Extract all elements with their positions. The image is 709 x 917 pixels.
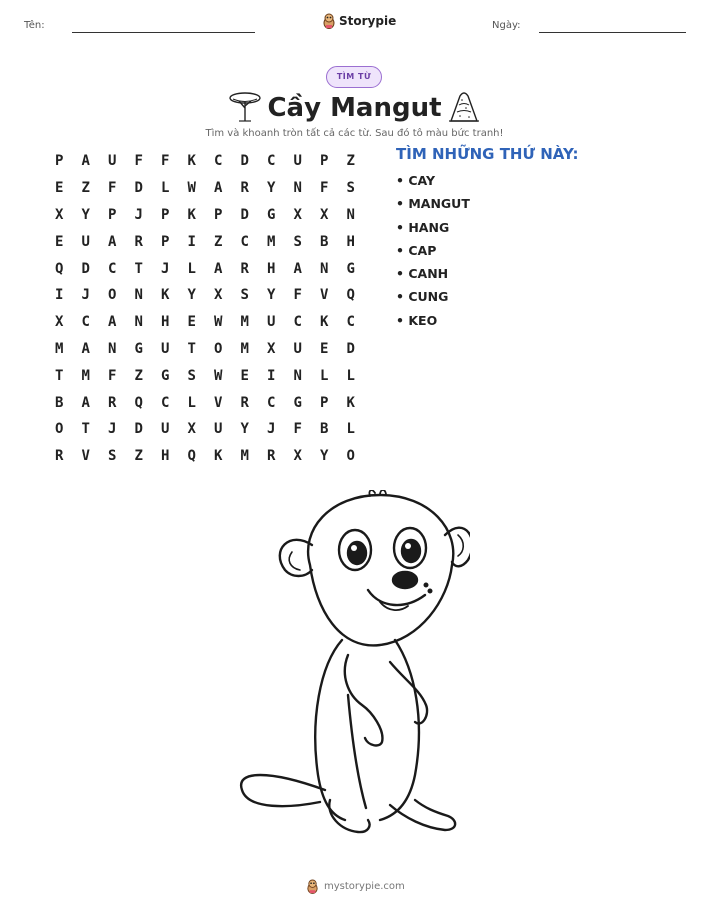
grid-letter[interactable]: M <box>240 314 249 331</box>
grid-letter[interactable]: C <box>108 260 117 277</box>
grid-letter[interactable]: N <box>134 314 143 331</box>
grid-letter[interactable]: M <box>81 367 90 384</box>
grid-letter[interactable]: G <box>346 260 355 277</box>
termite-mound-icon <box>448 90 480 124</box>
grid-letter[interactable]: J <box>161 260 170 277</box>
grid-letter[interactable]: S <box>187 367 196 384</box>
grid-letter[interactable]: M <box>240 448 249 465</box>
grid-letter[interactable]: C <box>346 314 355 331</box>
grid-letter[interactable]: A <box>81 340 90 357</box>
grid-letter[interactable]: B <box>320 233 329 250</box>
grid-letter[interactable]: O <box>55 421 64 438</box>
grid-letter[interactable]: R <box>134 233 143 250</box>
grid-letter[interactable]: D <box>134 180 143 197</box>
date-label: Ngày: <box>492 20 521 31</box>
grid-letter[interactable]: D <box>240 153 249 170</box>
grid-letter[interactable]: F <box>293 421 302 438</box>
grid-letter[interactable]: K <box>161 287 170 304</box>
grid-letter[interactable]: K <box>346 394 355 411</box>
grid-letter[interactable]: L <box>346 367 355 384</box>
word-list-title: TÌM NHỮNG THỨ NÀY: <box>396 145 579 163</box>
grid-letter[interactable]: V <box>81 448 90 465</box>
grid-letter[interactable]: O <box>108 287 117 304</box>
word-item: • CAP <box>396 240 470 263</box>
grid-letter[interactable]: Y <box>320 448 329 465</box>
grid-letter[interactable]: U <box>161 340 170 357</box>
grid-letter[interactable]: G <box>161 367 170 384</box>
grid-letter[interactable]: P <box>161 233 170 250</box>
instructions: Tìm và khoanh tròn tất cả các từ. Sau đó tô màu bức tranh! <box>205 128 504 139</box>
meerkat-logo-icon <box>322 13 336 29</box>
grid-letter[interactable]: N <box>346 206 355 223</box>
grid-letter[interactable]: N <box>293 367 302 384</box>
grid-letter[interactable]: K <box>187 153 196 170</box>
page-title: Cầy Mangut <box>267 93 442 123</box>
grid-letter[interactable]: M <box>267 233 276 250</box>
grid-letter[interactable]: Q <box>346 287 355 304</box>
grid-letter[interactable]: Z <box>214 233 223 250</box>
grid-letter[interactable]: U <box>108 153 117 170</box>
grid-letter[interactable]: T <box>134 260 143 277</box>
grid-letter[interactable]: P <box>214 206 223 223</box>
grid-letter[interactable]: I <box>267 367 276 384</box>
grid-letter[interactable]: J <box>108 421 117 438</box>
grid-letter[interactable]: O <box>346 448 355 465</box>
grid-row <box>46 309 364 336</box>
title-row <box>0 90 709 130</box>
word-item: • HANG <box>396 217 470 240</box>
word-item: • CAY <box>396 170 470 193</box>
grid-letter[interactable]: W <box>187 180 196 197</box>
grid-row <box>46 148 364 175</box>
grid-letter[interactable]: Y <box>267 287 276 304</box>
grid-letter[interactable]: Q <box>55 260 64 277</box>
grid-letter[interactable]: N <box>293 180 302 197</box>
word-list <box>396 170 470 333</box>
grid-letter[interactable]: E <box>320 340 329 357</box>
grid-letter[interactable]: N <box>134 287 143 304</box>
name-line <box>72 32 255 33</box>
grid-letter[interactable]: C <box>161 394 170 411</box>
grid-letter[interactable]: R <box>240 394 249 411</box>
grid-letter[interactable]: A <box>293 260 302 277</box>
grid-letter[interactable]: M <box>55 340 64 357</box>
grid-letter[interactable]: K <box>320 314 329 331</box>
grid-letter[interactable]: Y <box>81 206 90 223</box>
grid-letter[interactable]: R <box>108 394 117 411</box>
grid-letter[interactable]: Q <box>187 448 196 465</box>
grid-letter[interactable]: O <box>214 340 223 357</box>
grid-row <box>46 362 364 389</box>
grid-letter[interactable]: P <box>320 153 329 170</box>
grid-letter[interactable]: K <box>187 206 196 223</box>
grid-letter[interactable]: D <box>346 340 355 357</box>
grid-letter[interactable]: L <box>187 260 196 277</box>
grid-letter[interactable]: J <box>134 206 143 223</box>
grid-letter[interactable]: Q <box>134 394 143 411</box>
grid-letter[interactable]: Y <box>187 287 196 304</box>
grid-letter[interactable]: Z <box>346 153 355 170</box>
grid-row <box>46 175 364 202</box>
grid-letter[interactable]: T <box>55 367 64 384</box>
grid-letter[interactable]: Y <box>240 421 249 438</box>
grid-letter[interactable]: A <box>81 153 90 170</box>
grid-letter[interactable]: U <box>293 340 302 357</box>
grid-letter[interactable]: L <box>320 367 329 384</box>
grid-letter[interactable]: A <box>214 180 223 197</box>
grid-letter[interactable]: S <box>240 287 249 304</box>
grid-letter[interactable]: P <box>55 153 64 170</box>
word-item: • CUNG <box>396 286 470 309</box>
grid-letter[interactable]: G <box>267 206 276 223</box>
grid-letter[interactable]: H <box>161 448 170 465</box>
grid-letter[interactable]: Z <box>134 448 143 465</box>
grid-letter[interactable]: C <box>81 314 90 331</box>
grid-letter[interactable]: L <box>187 394 196 411</box>
grid-letter[interactable]: D <box>134 421 143 438</box>
grid-letter[interactable]: X <box>320 206 329 223</box>
grid-letter[interactable]: C <box>214 153 223 170</box>
grid-letter[interactable]: U <box>81 233 90 250</box>
grid-letter[interactable]: L <box>161 180 170 197</box>
grid-letter[interactable]: F <box>161 153 170 170</box>
grid-letter[interactable]: W <box>214 314 223 331</box>
grid-letter[interactable]: S <box>346 180 355 197</box>
grid-letter[interactable]: V <box>320 287 329 304</box>
grid-letter[interactable]: C <box>267 394 276 411</box>
name-label: Tên: <box>24 20 45 31</box>
grid-letter[interactable]: R <box>240 180 249 197</box>
grid-row <box>46 443 364 470</box>
grid-letter[interactable]: V <box>214 394 223 411</box>
grid-letter[interactable]: D <box>240 206 249 223</box>
grid-letter[interactable]: D <box>81 260 90 277</box>
grid-letter[interactable]: A <box>81 394 90 411</box>
grid-letter[interactable]: F <box>134 153 143 170</box>
grid-letter[interactable]: T <box>187 340 196 357</box>
grid-letter[interactable]: A <box>214 260 223 277</box>
grid-letter[interactable]: U <box>161 421 170 438</box>
grid-letter[interactable]: Y <box>267 180 276 197</box>
grid-letter[interactable]: B <box>55 394 64 411</box>
grid-letter[interactable]: Z <box>81 180 90 197</box>
grid-letter[interactable]: P <box>320 394 329 411</box>
word-item: • KEO <box>396 310 470 333</box>
grid-letter[interactable]: X <box>267 340 276 357</box>
grid-letter[interactable]: P <box>108 206 117 223</box>
grid-letter[interactable]: S <box>293 233 302 250</box>
grid-letter[interactable]: N <box>108 340 117 357</box>
word-item: • MANGUT <box>396 193 470 216</box>
meerkat-coloring-illustration <box>230 490 470 850</box>
grid-letter[interactable]: X <box>293 206 302 223</box>
grid-letter[interactable]: E <box>240 367 249 384</box>
meerkat-logo-icon <box>306 879 319 894</box>
grid-letter[interactable]: M <box>240 340 249 357</box>
grid-letter[interactable]: T <box>81 421 90 438</box>
grid-letter[interactable]: J <box>267 421 276 438</box>
grid-letter[interactable]: C <box>293 314 302 331</box>
footer-url[interactable]: mystorypie.com <box>324 881 405 892</box>
grid-letter[interactable]: H <box>346 233 355 250</box>
grid-letter[interactable]: F <box>320 180 329 197</box>
grid-letter[interactable]: I <box>187 233 196 250</box>
grid-letter[interactable]: U <box>267 314 276 331</box>
grid-letter[interactable]: L <box>346 421 355 438</box>
grid-letter[interactable]: H <box>267 260 276 277</box>
activity-badge: TÌM TỪ <box>326 66 382 88</box>
grid-letter[interactable]: R <box>240 260 249 277</box>
grid-letter[interactable]: F <box>108 180 117 197</box>
grid-row <box>46 336 364 363</box>
word-search-grid[interactable] <box>46 148 364 470</box>
grid-letter[interactable]: E <box>187 314 196 331</box>
grid-letter[interactable]: A <box>108 314 117 331</box>
grid-letter[interactable]: E <box>55 233 64 250</box>
grid-letter[interactable]: N <box>320 260 329 277</box>
date-line <box>539 32 686 33</box>
grid-letter[interactable]: H <box>161 314 170 331</box>
grid-letter[interactable]: X <box>293 448 302 465</box>
grid-letter[interactable]: G <box>134 340 143 357</box>
grid-letter[interactable]: I <box>55 287 64 304</box>
grid-letter[interactable]: B <box>320 421 329 438</box>
grid-letter[interactable]: X <box>55 206 64 223</box>
grid-row <box>46 202 364 229</box>
word-item: • CANH <box>396 263 470 286</box>
grid-row <box>46 282 364 309</box>
grid-letter[interactable]: E <box>55 180 64 197</box>
grid-row <box>46 416 364 443</box>
grid-letter[interactable]: A <box>108 233 117 250</box>
grid-letter[interactable]: U <box>293 153 302 170</box>
footer <box>306 879 405 894</box>
grid-letter[interactable]: X <box>55 314 64 331</box>
grid-letter[interactable]: S <box>108 448 117 465</box>
grid-row <box>46 389 364 416</box>
grid-letter[interactable]: W <box>214 367 223 384</box>
grid-letter[interactable]: Z <box>134 367 143 384</box>
grid-letter[interactable]: C <box>240 233 249 250</box>
grid-letter[interactable]: K <box>214 448 223 465</box>
grid-letter[interactable]: G <box>293 394 302 411</box>
brand-logo <box>322 13 396 29</box>
grid-letter[interactable]: U <box>214 421 223 438</box>
grid-row <box>46 255 364 282</box>
grid-letter[interactable]: C <box>267 153 276 170</box>
grid-letter[interactable]: R <box>267 448 276 465</box>
brand-name: Storypie <box>339 14 397 28</box>
grid-letter[interactable]: P <box>161 206 170 223</box>
grid-letter[interactable]: X <box>214 287 223 304</box>
grid-letter[interactable]: F <box>293 287 302 304</box>
grid-letter[interactable]: F <box>108 367 117 384</box>
grid-letter[interactable]: X <box>187 421 196 438</box>
grid-letter[interactable]: R <box>55 448 64 465</box>
grid-row <box>46 228 364 255</box>
grid-letter[interactable]: J <box>81 287 90 304</box>
